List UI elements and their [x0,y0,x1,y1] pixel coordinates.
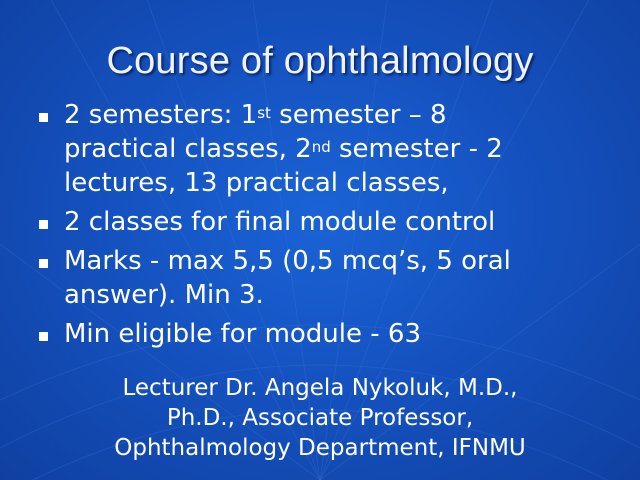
square-bullet-icon [39,113,48,122]
lecturer-line: Ophthalmology Department, IFNMU [114,435,526,461]
superscript: st [257,104,271,122]
superscript: nd [311,138,331,156]
square-bullet-icon [39,220,48,229]
bullet-text: semester – 8 [270,100,447,130]
bullet-list [34,98,614,356]
bullet-line [64,132,614,166]
bullet-text: 2 semesters: 1 [64,100,258,130]
bullet-item-min-eligible [34,317,614,351]
lecturer-info [0,373,640,463]
bullet-line: answer). Min 3. [64,280,264,310]
bullet-text: Min eligible for module - 63 [64,319,422,349]
bullet-text: semester - 2 [330,134,503,164]
square-bullet-icon [39,259,48,268]
bullet-line [64,98,614,132]
bullet-text: practical classes, 2 [64,134,312,164]
lecturer-line: Ph.D., Associate Professor, [166,405,474,431]
bullet-item-marks [34,244,614,312]
bullet-line: Marks - max 5,5 (0,5 mcq’s, 5 oral [64,246,511,276]
bullet-line: lectures, 13 practical classes, [64,168,449,198]
bullet-text: 2 classes for final module control [64,207,496,237]
square-bullet-icon [39,332,48,341]
lecturer-line: Lecturer Dr. Angela Nykoluk, M.D., [122,375,518,401]
slide-title: Course of ophthalmology [106,40,534,82]
bullet-item-semesters [34,98,614,200]
bullet-item-module-control [34,205,614,239]
